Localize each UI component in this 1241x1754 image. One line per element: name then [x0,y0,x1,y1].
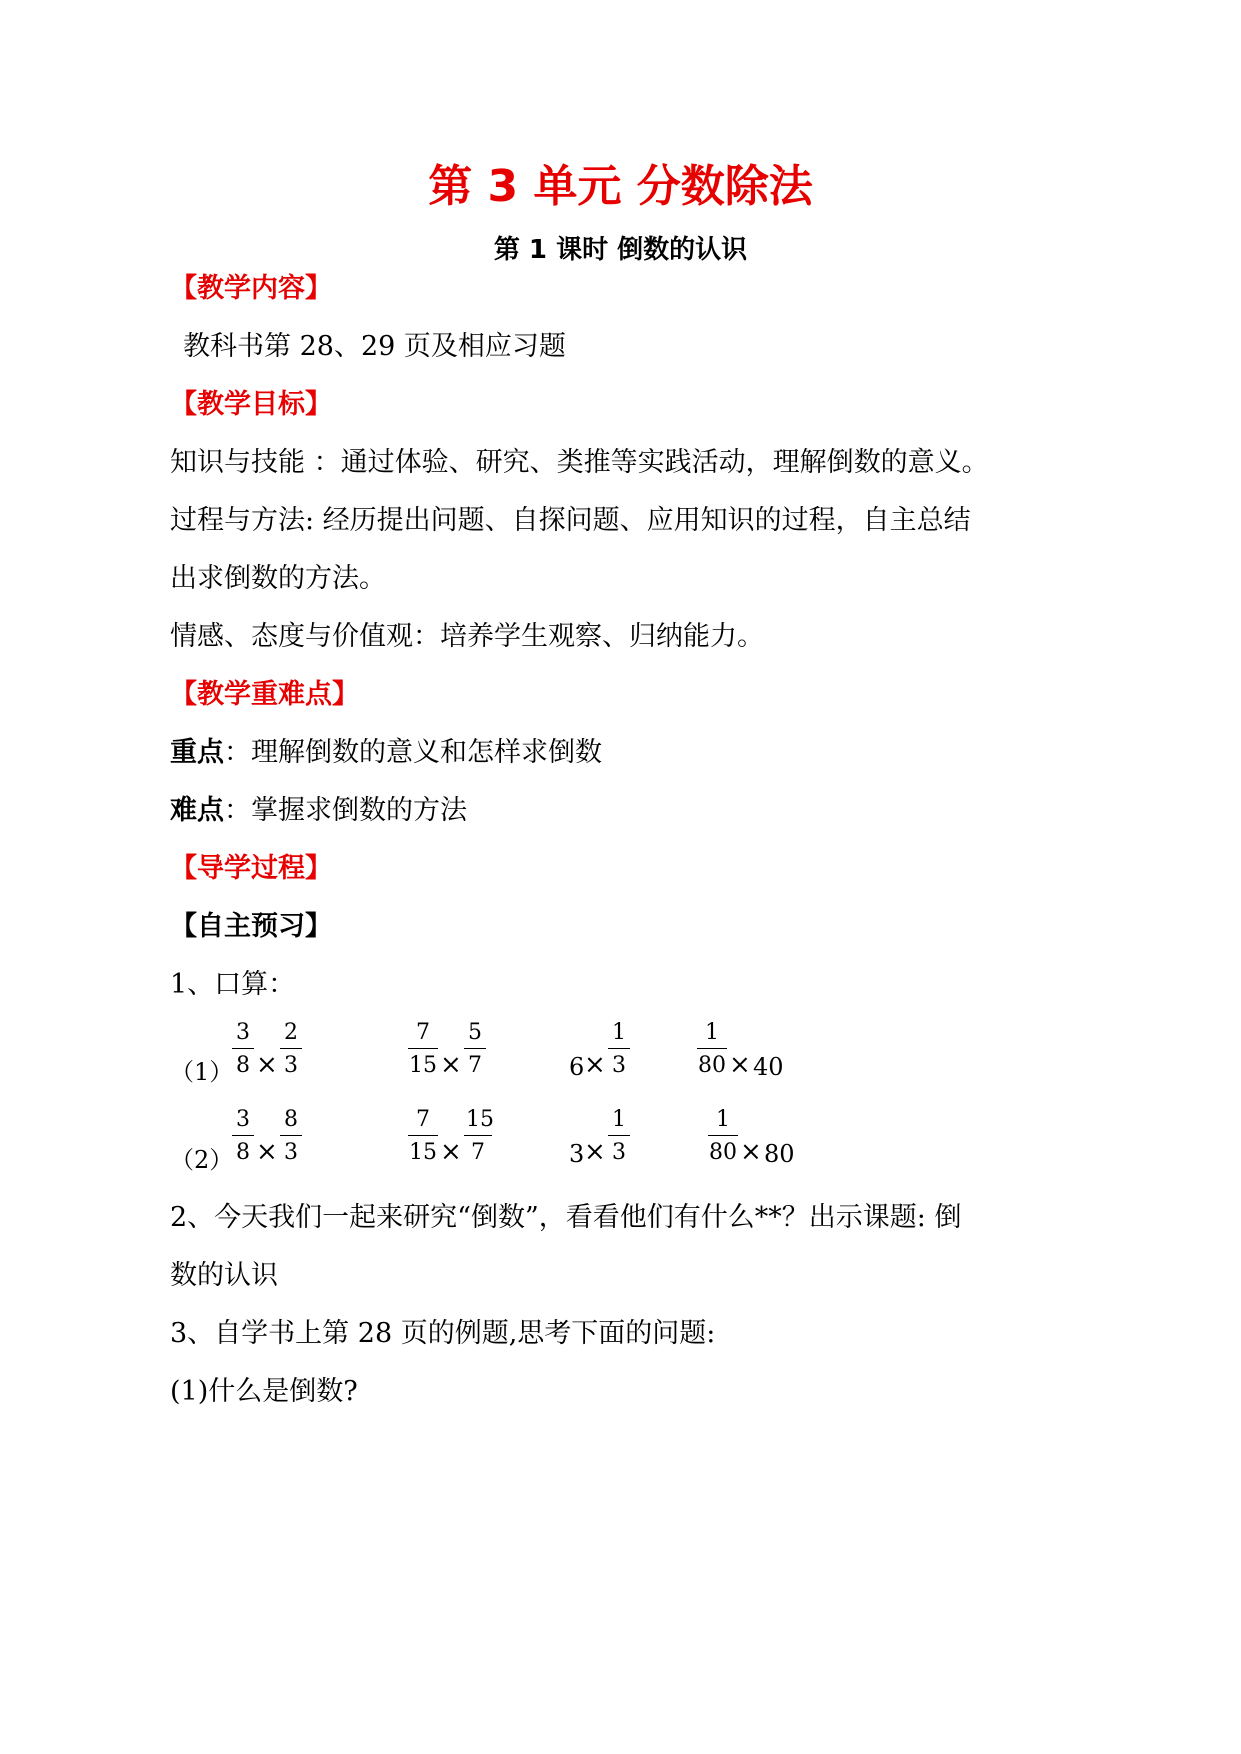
oral-row1-label: （1） [170,1058,234,1086]
key-point-label: 重点 [170,737,224,768]
key-point [170,730,602,769]
content-text: 教科书第 28、29 页及相应习题 [183,331,566,362]
times-sign: × [256,1137,278,1167]
goal-process-line1: 过程与方法: 经历提出问题、自探问题、应用知识的过程，自主总结 [170,505,971,536]
whole-number: 6 [569,1053,585,1081]
unit-title: 第 3 单元 分数除法 [428,161,813,212]
lesson-title: 第 1 课时 倒数的认识 [493,235,748,265]
difficult-point [170,788,467,827]
times-sign: × [729,1050,751,1080]
fraction: 3 8 [232,1022,254,1077]
times-sign: × [440,1137,462,1167]
times-sign: × [740,1137,762,1167]
question-2-line1: 2、今天我们一起来研究“倒数”，看看他们有什么**？出示课题: 倒 [170,1202,962,1233]
question-2-line2: 数的认识 [170,1260,278,1291]
fraction: 7 15 [409,1107,437,1165]
fraction: 1 80 [709,1107,737,1165]
fraction: 3 8 [232,1109,254,1164]
times-sign: × [256,1050,278,1080]
whole-number: 40 [753,1053,784,1081]
fraction: 1 3 [608,1109,630,1164]
section-heading-goals: 【教学目标】 [170,389,332,420]
question-3: 3、自学书上第 28 页的例题,思考下面的问题: [170,1318,716,1349]
oral-row2-label: （2） [170,1146,234,1174]
whole-number: 3 [569,1140,585,1168]
fraction: 7 15 [409,1020,437,1078]
times-sign: × [584,1050,606,1080]
goal-emotion: 情感、态度与价值观：培养学生观察、归纳能力。 [170,621,764,652]
fraction: 8 3 [280,1109,302,1164]
question-3-sub-1: (1)什么是倒数? [170,1376,358,1407]
question-1: 1、口算： [170,969,296,1000]
times-sign: × [440,1050,462,1080]
fraction: 1 3 [608,1022,630,1077]
section-heading-key-points: 【教学重难点】 [170,679,359,710]
goal-knowledge: 知识与技能 ：通过体验、研究、类推等实践活动，理解倒数的意义。 [170,447,989,478]
difficult-point-text: ：掌握求倒数的方法 [224,795,467,826]
section-heading-content: 【教学内容】 [170,273,332,304]
key-point-text: ：理解倒数的意义和怎样求倒数 [224,737,602,768]
fraction: 5 7 [464,1022,486,1077]
section-heading-self-study: 【自主预习】 [170,911,332,942]
fraction: 15 7 [466,1107,494,1165]
fraction: 2 3 [280,1022,302,1077]
whole-number: 80 [764,1140,795,1168]
goal-process-line2: 出求倒数的方法。 [170,563,386,594]
section-heading-guide: 【导学过程】 [170,853,332,884]
times-sign: × [584,1137,606,1167]
difficult-point-label: 难点 [170,795,224,826]
fraction: 1 80 [698,1020,726,1078]
